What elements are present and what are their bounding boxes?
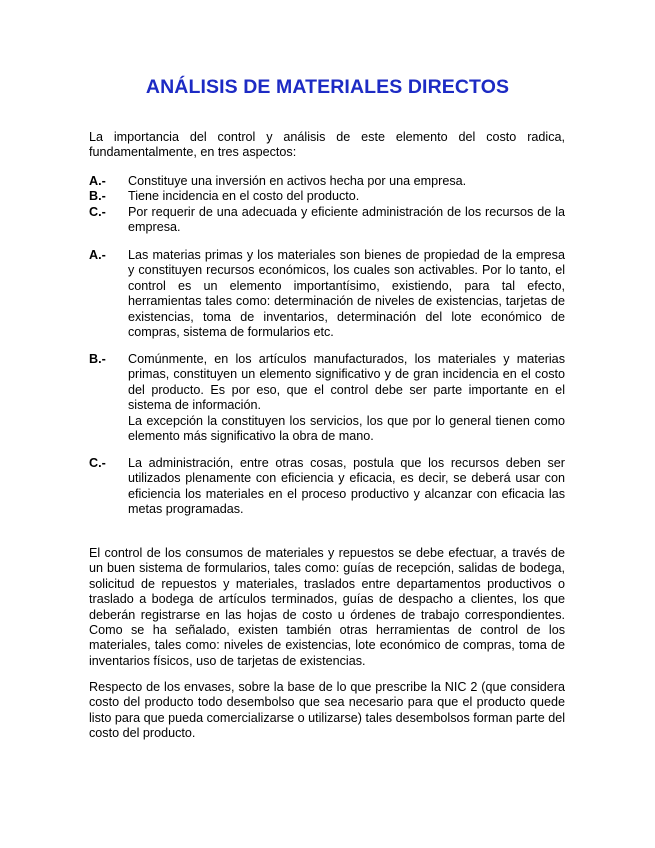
detail-block-c: [89, 456, 565, 518]
list-marker: B.-: [89, 189, 106, 204]
list-item-text: Tiene incidencia en el costo del producto.: [128, 189, 360, 204]
list-item: [89, 205, 565, 236]
list-item-text: Por requerir de una adecuada y eficiente administración de los recursos de la empresa.: [128, 204, 565, 235]
detail-body: [128, 248, 565, 340]
detail-block-a: [89, 248, 565, 340]
detail-text-continued: La excepción la constituyen los servicios, los que por lo general tienen como elemento más significativo la obra de mano.: [128, 413, 565, 444]
detail-marker: C.-: [89, 456, 106, 470]
detail-body: [128, 456, 565, 518]
detail-text: Comúnmente, en los artículos manufacturados, los materiales y materias primas, constituyen un elemento significativo y de gran incidencia en el costo del producto. Es por eso, que el control debe ser parte importante en el sistema de información.: [128, 352, 565, 413]
list-item-text: Constituye una inversión en activos hecha por una empresa.: [128, 174, 467, 188]
list-marker: A.-: [89, 174, 106, 188]
list-item: [89, 189, 565, 204]
detail-marker: A.-: [89, 248, 106, 262]
detail-marker: B.-: [89, 352, 106, 366]
list-item: [89, 174, 565, 189]
detail-block-b: [89, 352, 565, 444]
detail-text: Las materias primas y los materiales son bienes de propiedad de la empresa y constituyen recursos económicos, los cuales son activables. Por lo tanto, el control es un elemento importantísimo, existiendo, para tal efecto, herramientas tales como: determinación de niveles de existencias, tarjetas de existencias, toma de inventarios, determinación del lote económico de compras, sistema de formularios etc.: [128, 248, 565, 340]
intro-paragraph: La importancia del control y análisis de este elemento del costo radica, fundamentalmente, en tres aspectos:: [89, 130, 565, 160]
detail-text: La administración, entre otras cosas, postula que los recursos deben ser utilizados plenamente con eficiencia y eficacia, es decir, se deberá usar con eficiencia los materiales en el proceso productivo y alcanzar con eficacia las metas programadas.: [128, 456, 565, 517]
aspects-list: [89, 174, 565, 236]
page-title: ANÁLISIS DE MATERIALES DIRECTOS: [145, 76, 510, 98]
detail-body: [128, 352, 565, 444]
envases-paragraph: Respecto de los envases, sobre la base de lo que prescribe la NIC 2 (que considera costo del producto todo desembolso que sea necesario para que el producto quede listo para que pueda comercializarse o utilizarse) tales desembolsos forman parte del costo del producto.: [89, 680, 566, 741]
control-paragraph: El control de los consumos de materiales y repuestos se debe efectuar, a través de un buen sistema de formularios, tales como: guías de recepción, salidas de bodega, solicitud de repuestos y materiales, traslados entre departamentos productivos o traslado a bodega de artículos terminados, guías de despacho a clientes, los que deberán registrarse en las hojas de costo u órdenes de trabajo correspondientes. Como se ha señalado, existen también otras herramientas de control de los materiales, tales como: niveles de existencias, lote económico de compras, toma de inventarios físicos, uso de tarjetas de existencias.: [89, 546, 565, 668]
list-marker: C.-: [89, 204, 106, 219]
